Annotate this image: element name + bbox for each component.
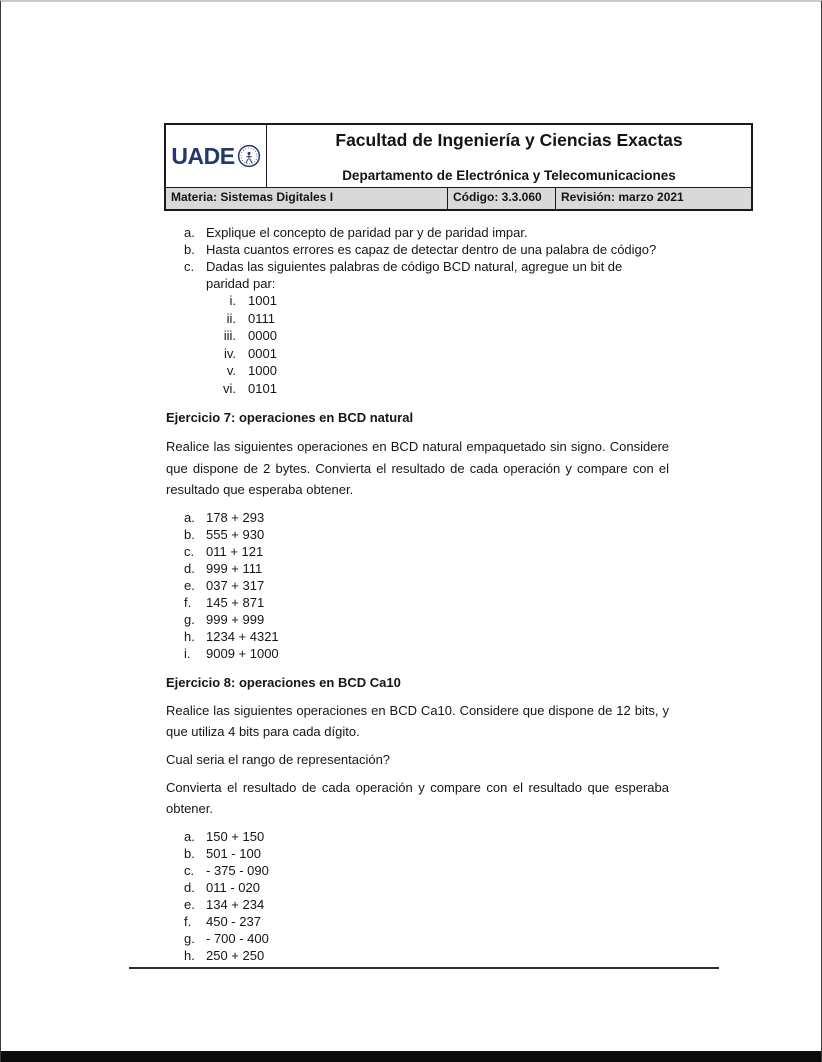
list-item-marker: b. [184,526,195,542]
header-meta-row [166,188,751,209]
list-item-marker: ii. [226,310,236,326]
list-item-marker: a. [184,509,195,525]
materia-cell: Materia: Sistemas Digitales I [166,188,448,209]
operation-text: 555 + 930 [206,526,265,542]
operation-text: 011 + 121 [206,543,264,559]
list-item [166,241,669,258]
list-item [166,509,669,526]
list-item-text: Dadas las siguientes palabras de código BCD natural, agregue un bit de paridad par: [206,259,623,291]
list-item [166,913,669,930]
list-item-marker: e. [184,896,195,912]
uade-logo: UADE [171,142,235,169]
operation-text: 134 + 234 [206,896,265,912]
operation-text: 9009 + 1000 [206,645,279,661]
viewer-bottom-edge [1,1051,821,1062]
operation-text: 037 + 317 [206,577,265,593]
list-item [166,645,669,662]
list-item [166,594,669,611]
list-item-marker: d. [184,560,195,576]
list-item [166,628,669,645]
operation-text: - 700 - 400 [206,930,269,946]
faculty-title: Facultad de Ingeniería y Ciencias Exactas [335,130,683,150]
operation-text: 145 + 871 [206,594,265,610]
code-word-value: 0101 [248,380,277,396]
header-title-cell [267,125,751,187]
footer-rule [129,967,719,969]
list-item-marker: f. [184,594,192,610]
list-item-marker: g. [184,611,195,627]
exercise-8-operations [166,828,669,964]
list-item-marker: f. [184,913,192,929]
code-word-value: 1001 [248,293,277,308]
list-item-marker: c. [184,862,195,878]
list-item-marker: g. [184,930,195,946]
list-item [166,845,669,862]
code-word-value: 0001 [248,345,277,361]
list-item [166,345,669,363]
exercise-8-intro: Realice las siguientes operaciones en BCD Ca10. Considere que dispone de 12 bits, y que utiliza 4 bits para cada dígito. [166,702,669,739]
list-item [166,526,669,543]
code-word-value: 1000 [248,363,277,378]
list-item [166,879,669,896]
logo-cell [166,125,267,187]
department-title: Departamento de Electrónica y Telecomunicaciones [342,168,676,183]
list-item-marker: c. [184,259,195,274]
header-table [164,123,753,211]
exercise-8-heading: Ejercicio 8: operaciones en BCD Ca10 [166,674,401,690]
header-top-row [166,125,751,188]
document-content [166,224,669,969]
list-item-marker: a. [184,225,195,240]
list-item [166,310,669,328]
list-item [166,258,669,292]
list-item [166,611,669,628]
list-item-marker: iv. [223,345,236,361]
list-item [166,224,669,241]
list-item [166,380,669,398]
parity-question-list [166,224,669,292]
uade-seal-icon [237,144,261,168]
parity-words-list [166,292,669,397]
list-item-marker: i. [229,293,236,308]
exercise-7-operations [166,509,669,662]
list-item-text: Hasta cuantos errores es capaz de detectar dentro de una palabra de código? [206,242,657,257]
list-item-marker: b. [184,242,195,257]
list-item-text: Explique el concepto de paridad par y de paridad impar. [206,225,528,240]
operation-text: 999 + 999 [206,611,265,627]
codigo-cell: Código: 3.3.060 [448,188,556,209]
operation-text: 1234 + 4321 [206,628,279,644]
list-item [166,896,669,913]
list-item [166,947,669,964]
exercise-7-intro: Realice las siguientes operaciones en BCD natural empaquetado sin signo. Considere que dispone de 2 bytes. Convierta el resultado de cada operación y compare con el resultado que esperaba obtener. [166,439,669,497]
code-word-value: 0000 [248,328,277,343]
exercise-8-note: Convierta el resultado de cada operación y compare con el resultado que esperaba obtener. [166,779,669,816]
operation-text: 150 + 150 [206,828,265,844]
operation-text: 501 - 100 [206,845,261,861]
list-item [166,577,669,594]
operation-text: 011 - 020 [206,879,260,895]
list-item-marker: h. [184,947,195,963]
list-item-marker: a. [184,828,195,844]
list-item-marker: i. [184,645,191,661]
code-word-value: 0111 [248,310,275,326]
operation-text: 250 + 250 [206,947,265,963]
exercise-8-question: Cual seria el rango de representación? [166,751,391,767]
revision-cell: Revisión: marzo 2021 [561,190,684,204]
list-item-marker: e. [184,577,195,593]
exercise-7-heading: Ejercicio 7: operaciones en BCD natural [166,410,414,425]
operation-text: 999 + 111 [206,560,263,576]
list-item [166,930,669,947]
list-item [166,560,669,577]
list-item [166,828,669,845]
list-item [166,543,669,560]
operation-text: 178 + 293 [206,509,265,525]
operation-text: - 375 - 090 [206,862,269,878]
list-item-marker: b. [184,845,195,861]
list-item [166,327,669,345]
list-item-marker: vi. [223,380,236,396]
list-item [166,862,669,879]
list-item-marker: h. [184,628,195,644]
operation-text: 450 - 237 [206,913,261,929]
list-item-marker: v. [226,363,236,378]
list-item-marker: d. [184,879,195,895]
list-item-marker: c. [184,543,195,559]
list-item [166,362,669,380]
list-item [166,292,669,310]
list-item-marker: iii. [223,328,236,343]
